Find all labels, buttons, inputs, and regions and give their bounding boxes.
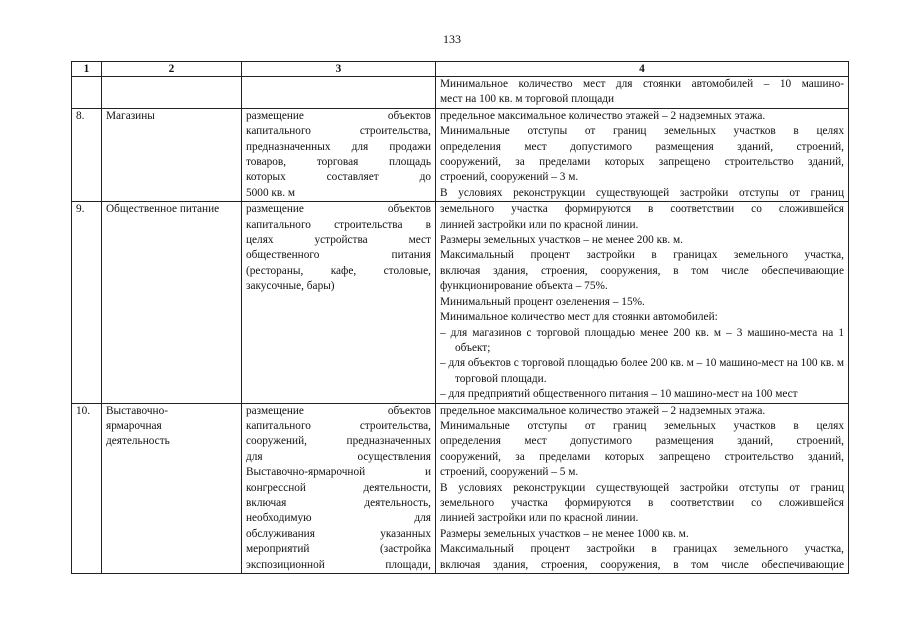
parameter-line: предельное максимальное количество этажей – 2 надземных этажа. [440, 109, 766, 122]
table-row [72, 77, 849, 109]
description-line: для осуществления [246, 450, 431, 463]
parameter-line: Максимальный процент застройки в границах земельного участка, [440, 543, 844, 556]
column-header-1: 1 [72, 62, 102, 77]
table-header-row [72, 62, 849, 77]
table-row [72, 202, 849, 403]
parameter-bullet: – для магазинов с торговой площадью менее 200 кв. м – 3 машино-места на 1 объект; [440, 326, 844, 354]
parameter-line: строений, сооружений – 3 м. [440, 171, 579, 184]
land-use-name [102, 202, 242, 403]
table-row [72, 403, 849, 573]
parameter-line: определения мест допустимого размещения зданий, строений, [440, 435, 844, 448]
row-number [72, 77, 102, 109]
description-line: конгрессной деятельности, [246, 481, 431, 494]
name-line: Общественное питание [106, 203, 220, 216]
parameter-line: линией застройки или по красной линии. [440, 512, 639, 525]
description-line: сооружений, предназначенных [246, 435, 431, 448]
description-line: включая деятельность, [246, 496, 431, 509]
row-number: 10. [72, 403, 102, 573]
parameter-line: земельного участка формируются в соответствии со сложившейся [440, 203, 844, 216]
name-line: ярмарочная [106, 419, 162, 432]
parameter-line: предельное максимальное количество этажей – 2 надземных этажа. [440, 404, 766, 417]
parameters-cell [436, 108, 849, 201]
land-use-name [102, 403, 242, 573]
row-number: 8. [72, 108, 102, 201]
parameter-line: Минимальные отступы от границ земельных участков в целях [440, 419, 844, 432]
land-use-name [102, 77, 242, 109]
name-line: Магазины [106, 109, 155, 122]
parameter-line: включая здания, строения, сооружения, в том числе обеспечивающие [440, 558, 844, 571]
land-use-name [102, 108, 242, 201]
description-line: мероприятий (застройка [246, 543, 431, 556]
parameter-line: Размеры земельных участков – не менее 1000 кв. м. [440, 527, 689, 540]
description-line: Выставочно-ярмарочной и [246, 466, 431, 479]
parameter-line: Минимальное количество мест для стоянки автомобилей – 10 машино- [440, 78, 844, 90]
parameter-bullet: – для предприятий общественного питания – 10 машино-мест на 100 мест [440, 388, 798, 401]
parameter-line: строений, сооружений – 5 м. [440, 466, 579, 479]
parameter-line: Минимальный процент озеленения – 15%. [440, 295, 645, 308]
description-line: размещение объектов [246, 109, 431, 122]
page-number: 133 [443, 32, 461, 46]
parameter-line: Размеры земельных участков – не менее 200 кв. м. [440, 234, 684, 247]
parameter-line: В условиях реконструкции существующей застройки отступы от границ [440, 186, 844, 199]
description-line: капитального строительства в [246, 218, 431, 231]
parameter-line: земельного участка формируются в соответствии со сложившейся [440, 496, 844, 509]
land-use-description [242, 77, 436, 109]
description-line: размещение объектов [246, 203, 431, 216]
description-line: капитального строительства, [246, 419, 431, 432]
land-use-description [242, 403, 436, 573]
parameter-line: сооружений, за пределами которых запрещено строительство зданий, [440, 156, 844, 169]
parameter-line: В условиях реконструкции существующей застройки отступы от границ [440, 481, 844, 494]
table-body [72, 77, 849, 574]
table-row [72, 108, 849, 201]
column-header-4: 4 [436, 62, 849, 77]
description-line: закусочные, бары) [246, 280, 335, 293]
parameter-line: мест на 100 кв. м торговой площади [440, 93, 615, 106]
description-line: которых составляет до [246, 171, 431, 184]
description-line: общественного питания [246, 249, 431, 262]
parameter-line: Максимальный процент застройки в границах земельного участка, [440, 249, 844, 262]
land-use-description [242, 108, 436, 201]
parameters-cell [436, 77, 849, 109]
description-line: необходимую для [246, 512, 431, 525]
parameter-line: линией застройки или по красной линии. [440, 218, 639, 231]
parameter-bullet: – для объектов с торговой площадью более 200 кв. м – 10 машино-мест на 100 кв. м торговой площади. [440, 357, 845, 385]
parameter-line: Минимальные отступы от границ земельных участков в целях [440, 125, 844, 138]
parameter-line: Минимальное количество мест для стоянки автомобилей: [440, 311, 718, 324]
description-line: товаров, торговая площадь [246, 156, 431, 169]
description-line: размещение объектов [246, 404, 431, 417]
land-use-table [71, 61, 849, 574]
land-use-description [242, 202, 436, 403]
parameter-line: функционирование объекта – 75%. [440, 280, 608, 293]
parameter-line: включая здания, строения, сооружения, в том числе обеспечивающие [440, 264, 844, 277]
parameter-line: сооружений, за пределами которых запрещено строительство зданий, [440, 450, 844, 463]
description-line: предназначенных для продажи [246, 140, 431, 153]
description-line: 5000 кв. м [246, 186, 296, 199]
description-line: обслуживания указанных [246, 527, 431, 540]
description-line: целях устройства мест [246, 234, 431, 247]
description-line: экспозиционной площади, [246, 558, 431, 571]
column-header-3: 3 [242, 62, 436, 77]
description-line: (рестораны, кафе, столовые, [246, 264, 431, 277]
name-line: Выставочно- [106, 404, 168, 417]
parameters-cell [436, 202, 849, 403]
row-number: 9. [72, 202, 102, 403]
parameter-line: определения мест допустимого размещения зданий, строений, [440, 140, 844, 153]
column-header-2: 2 [102, 62, 242, 77]
name-line: деятельность [106, 435, 170, 448]
parameters-cell [436, 403, 849, 573]
description-line: капитального строительства, [246, 125, 431, 138]
